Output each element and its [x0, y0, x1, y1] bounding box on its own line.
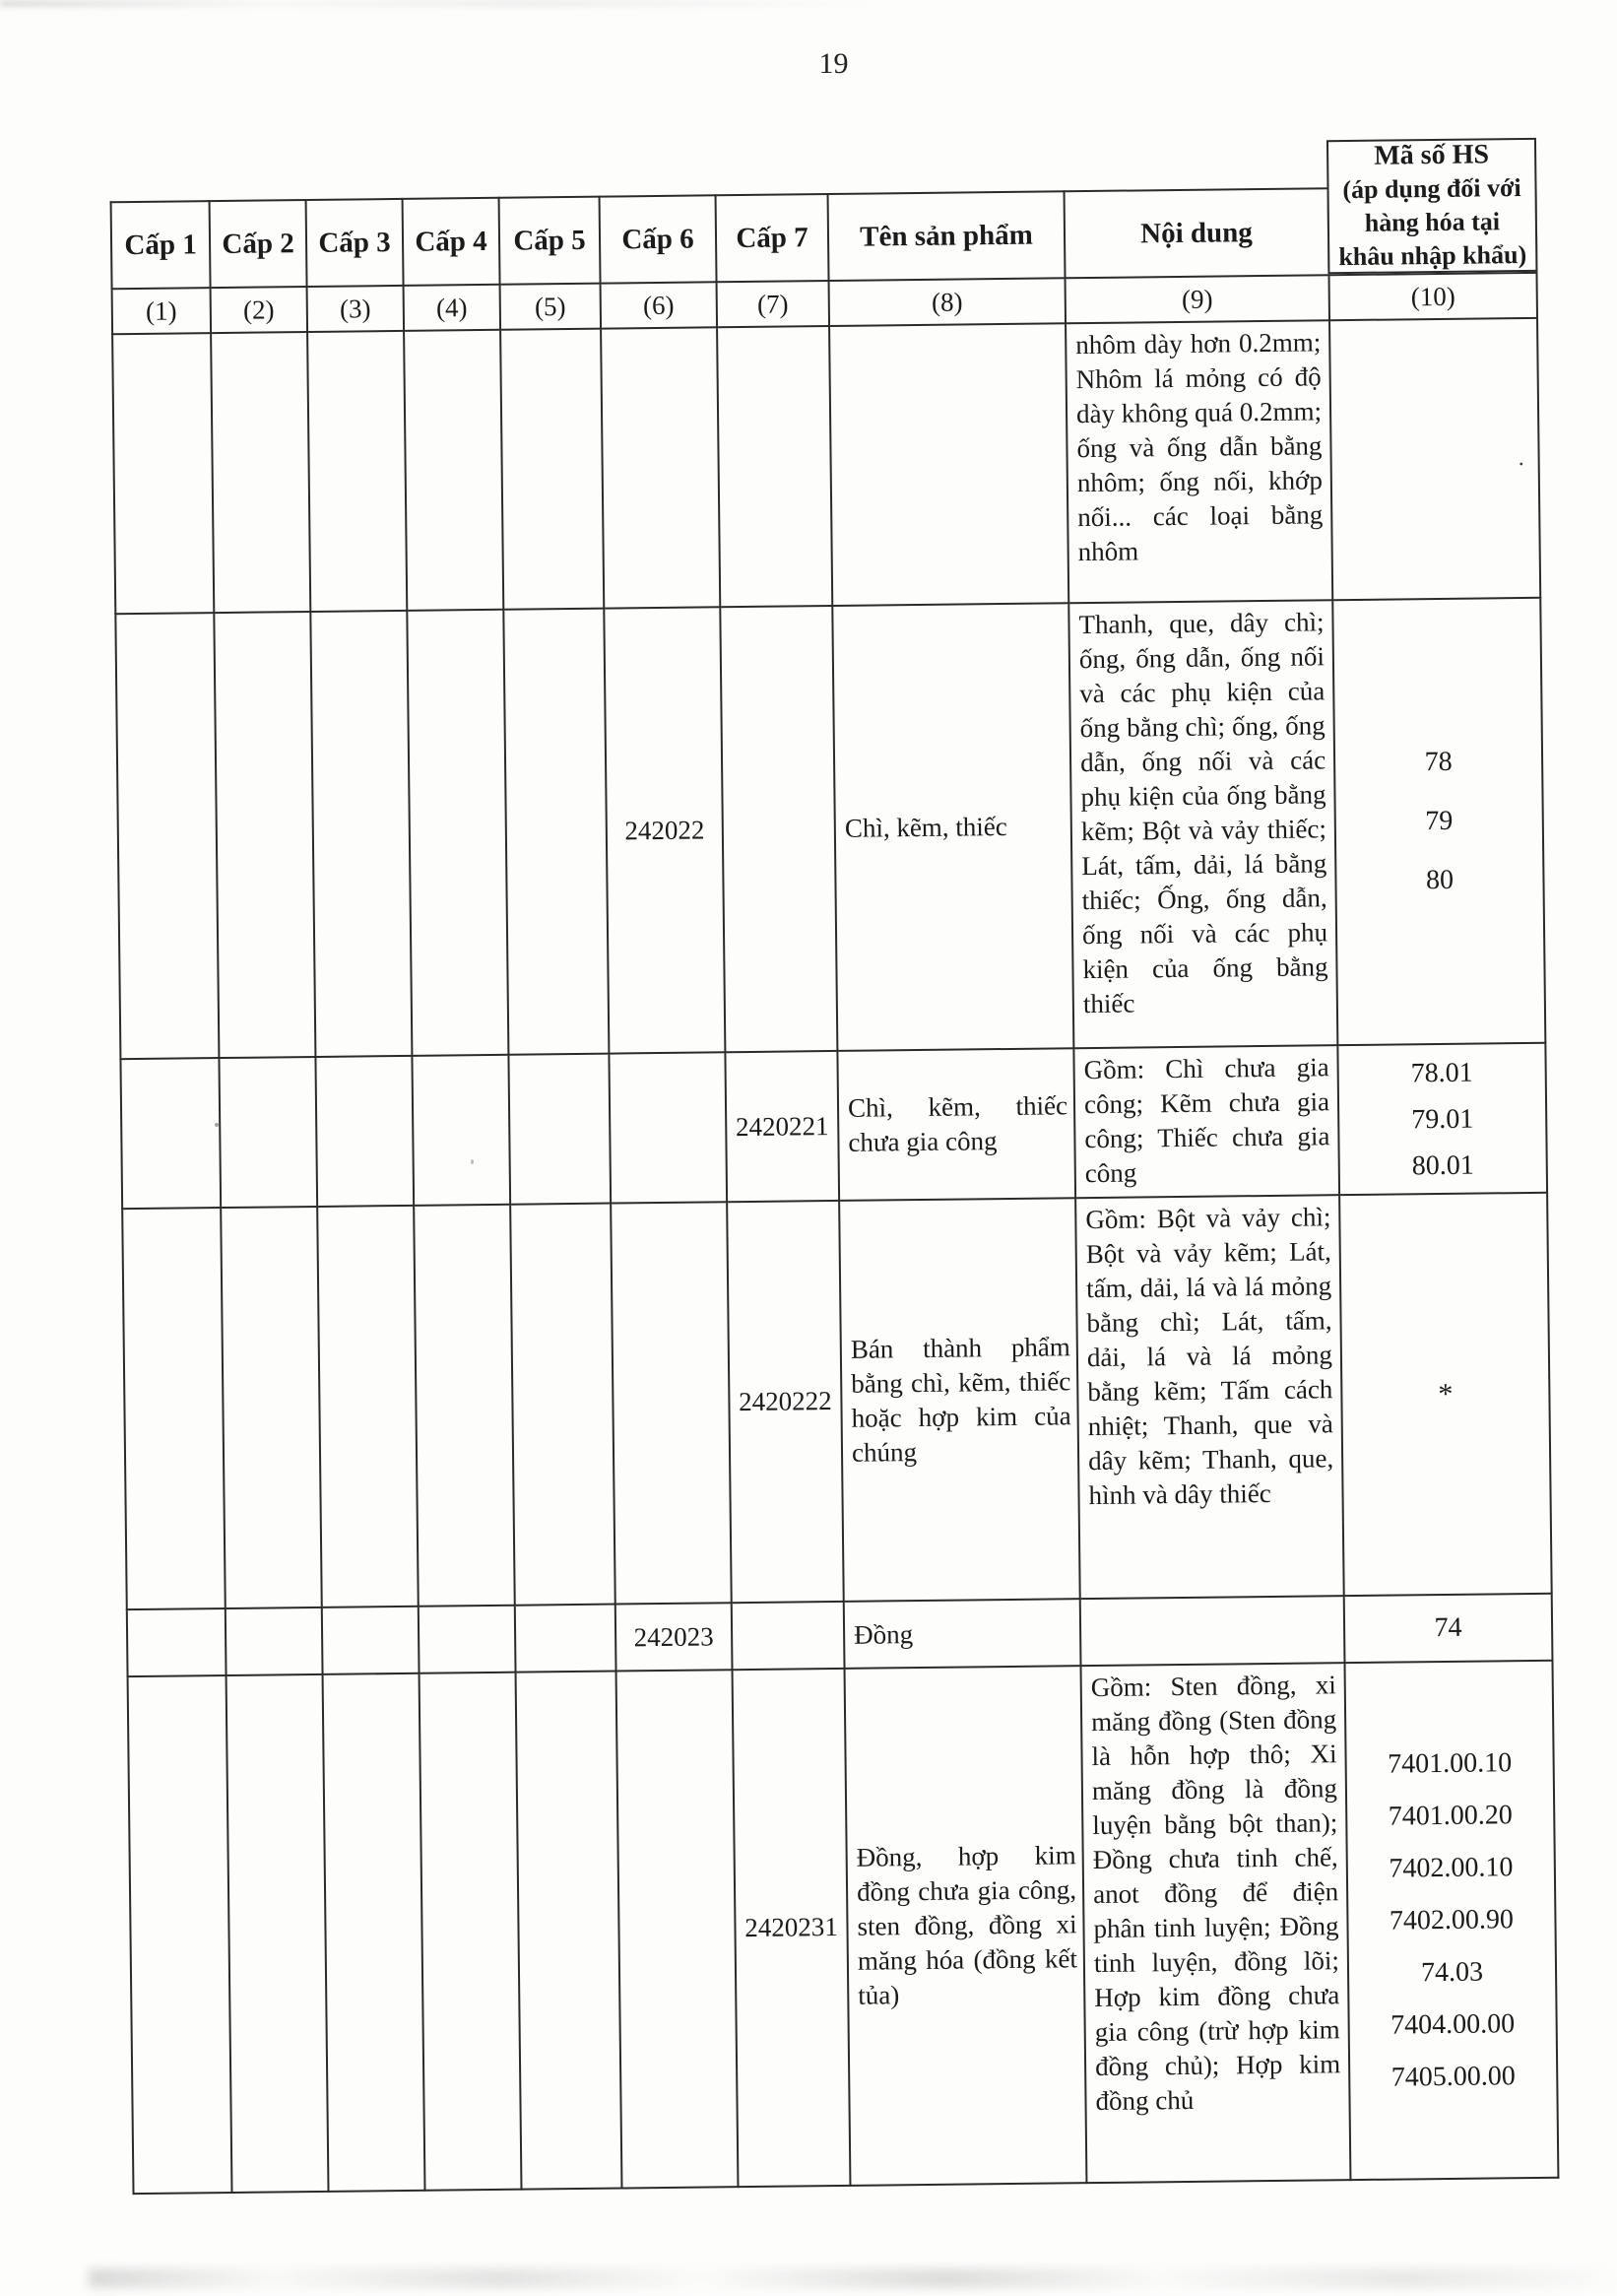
cell-hs-code	[1344, 1661, 1558, 2180]
cell-content: Gồm: Bột và vảy chì; Bột và vảy kẽm; Lát, tấm, dải, lá và lá mỏng bằng chì; Lát, tấm, dải, lá và lá mỏng bằng kẽm; Tấm cách nhiệt; Thanh, que và dây kẽm; Thanh, que, hình và dây thiếc	[1075, 1195, 1344, 1599]
classification-table	[110, 139, 1560, 2195]
hs-code-list: 7401.00.10 7401.00.20 7402.00.10 7402.00.90 74.03 7404.00.00 7405.00.00	[1387, 1747, 1516, 2093]
cell-empty	[112, 333, 214, 614]
cell-empty	[601, 327, 720, 608]
cell-empty	[221, 1207, 322, 1608]
table-row-242022	[115, 598, 1545, 1059]
cell-empty	[310, 611, 412, 1057]
cell-empty	[407, 610, 508, 1056]
cell-empty	[720, 606, 837, 1052]
cell-empty	[414, 1205, 515, 1607]
cell-empty	[307, 331, 407, 612]
cell-cap7: 2420221	[725, 1051, 839, 1202]
cell-empty	[211, 332, 310, 613]
cell-empty	[226, 1674, 329, 2193]
hs-header-title: Mã số HS	[1374, 139, 1490, 171]
hs-code-list: 78 79 80	[1424, 746, 1455, 896]
index-cell: (10)	[1328, 273, 1537, 320]
hs-header-sub1: (áp dụng đối với	[1342, 173, 1521, 205]
cell-cap6: 242022	[604, 607, 725, 1053]
cell-product-name: Chì, kẽm, thiếc chưa gia công	[837, 1048, 1075, 1201]
cell-product-name: Đồng	[844, 1599, 1081, 1669]
cell-cap7: 2420231	[733, 1669, 851, 2187]
cell-empty	[508, 1054, 611, 1205]
cell-content: Gồm: Sten đồng, xi măng đồng (Sten đồng là hỗn hợp thô; Xi măng đồng là đồng luyện bằng bột than); Đồng chưa tinh chế, anot đồng để điện phân tinh luyện; Đồng tinh luyện, đồng lõi; Hợp kim đồng chưa gia công (trừ hợp kim đồng chủ); Hợp kim đồng chủ	[1080, 1663, 1350, 2183]
scan-smudge-bottom	[89, 2268, 1617, 2288]
col-header-hs	[1327, 139, 1536, 275]
cell-empty	[120, 1058, 221, 1209]
cell-hs-code	[1337, 1043, 1547, 1195]
cell-empty	[609, 1052, 727, 1203]
cell-empty	[323, 1673, 425, 2192]
cell-empty	[611, 1202, 732, 1604]
cell-empty	[127, 1608, 226, 1676]
cell-content: Gồm: Chì chưa gia công; Kẽm chưa gia công; Thiếc chưa gia công	[1073, 1045, 1339, 1198]
cell-empty	[317, 1206, 419, 1607]
col-header-cap7: Cấp 7	[716, 194, 829, 282]
cell-empty	[510, 1204, 615, 1606]
index-cell: (8)	[829, 278, 1067, 326]
cell-empty	[122, 1208, 226, 1609]
col-header-cap4: Cấp 4	[403, 198, 500, 286]
hs-header-box	[1326, 138, 1538, 274]
col-header-cap2: Cấp 2	[210, 200, 307, 288]
page-number: 19	[818, 47, 849, 80]
table-row-2420231	[128, 1661, 1559, 2194]
cell-content	[1080, 1596, 1345, 1666]
header-row	[111, 186, 1537, 289]
scan-speck	[471, 1159, 474, 1164]
cell-empty	[503, 609, 609, 1055]
col-header-cap1: Cấp 1	[111, 201, 211, 289]
classification-table-wrap	[110, 139, 1558, 2195]
cell-empty	[732, 1602, 845, 1670]
cell-cap6: 242023	[615, 1603, 733, 1671]
cell-hs-code: .	[1329, 318, 1540, 600]
index-cell: (5)	[500, 284, 602, 330]
col-header-cap6: Cấp 6	[600, 195, 717, 283]
table-row-continuation	[112, 318, 1540, 614]
cell-cap7: 2420222	[727, 1201, 844, 1603]
hs-code-list: 74	[1434, 1611, 1462, 1644]
cell-empty	[412, 1055, 510, 1206]
col-header-product-name: Tên sản phẩm	[828, 191, 1066, 281]
hs-code-list: *	[1438, 1377, 1454, 1410]
cell-empty	[404, 330, 503, 611]
cell-empty	[219, 1057, 317, 1208]
scan-speck	[215, 1123, 219, 1127]
index-cell: (1)	[112, 288, 212, 334]
cell-hs-code	[1339, 1193, 1552, 1596]
cell-empty	[420, 1673, 522, 2191]
cell-product-name: Đồng, hợp kim đồng chưa gia công, sten đồng, đồng xi măng hóa (đồng kết tủa)	[845, 1666, 1087, 2186]
index-cell: (7)	[717, 281, 830, 327]
index-cell: (6)	[601, 282, 718, 328]
index-cell: (9)	[1066, 275, 1330, 323]
table-row-2420221	[120, 1043, 1547, 1209]
hs-header-sub2: hàng hóa tại	[1364, 207, 1501, 237]
cell-empty	[717, 326, 832, 607]
cell-content: Thanh, que, dây chì; ống, ống dẫn, ống nối và các phụ kiện của ống bằng chì; ống, ống dẫn, ống nối và các phụ kiện của ống bằng kẽm; Bột và vảy thiếc; Lát, tấm, dải, lá bằng thiếc; Ống, ống dẫn, ống nối và các phụ kiện của ống bằng thiếc	[1068, 600, 1337, 1048]
cell-product-name: Bán thành phẩm bằng chì, kẽm, thiếc hoặc hợp kim của chúng	[839, 1198, 1080, 1602]
col-header-cap3: Cấp 3	[306, 199, 404, 287]
hs-header-sub3: khâu nhập khẩu)	[1338, 239, 1527, 272]
cell-empty	[515, 1605, 616, 1673]
cell-product-name: Chì, kẽm, thiếc	[832, 603, 1073, 1051]
index-cell: (3)	[307, 286, 405, 332]
hs-code-list: 78.01 79.01 80.01	[1410, 1057, 1474, 1181]
cell-empty	[616, 1670, 739, 2188]
cell-hs-code	[1332, 598, 1545, 1045]
cell-hs-code	[1344, 1594, 1553, 1663]
table-row-2420222	[122, 1193, 1552, 1609]
cell-content: nhôm dày hơn 0.2mm; Nhôm lá mỏng có độ dày không quá 0.2mm; ống và ống dẫn bằng nhôm; ống nối, khớp nối... các loại bằng nhôm	[1066, 320, 1332, 603]
cell-empty	[419, 1606, 516, 1673]
cell-empty	[214, 612, 315, 1058]
cell-empty	[315, 1056, 414, 1207]
col-header-cap5: Cấp 5	[499, 197, 601, 285]
cell-empty	[500, 329, 604, 610]
cell-empty	[115, 613, 219, 1059]
cell-empty	[226, 1607, 323, 1675]
scan-smudge-top	[0, 0, 886, 7]
cell-empty	[516, 1672, 622, 2190]
cell-empty	[322, 1607, 420, 1674]
index-cell: (4)	[404, 285, 501, 331]
cell-empty	[128, 1675, 232, 2194]
index-cell: (2)	[211, 287, 308, 333]
col-header-content: Nội dung	[1065, 188, 1329, 278]
cell-product-name	[829, 323, 1068, 606]
